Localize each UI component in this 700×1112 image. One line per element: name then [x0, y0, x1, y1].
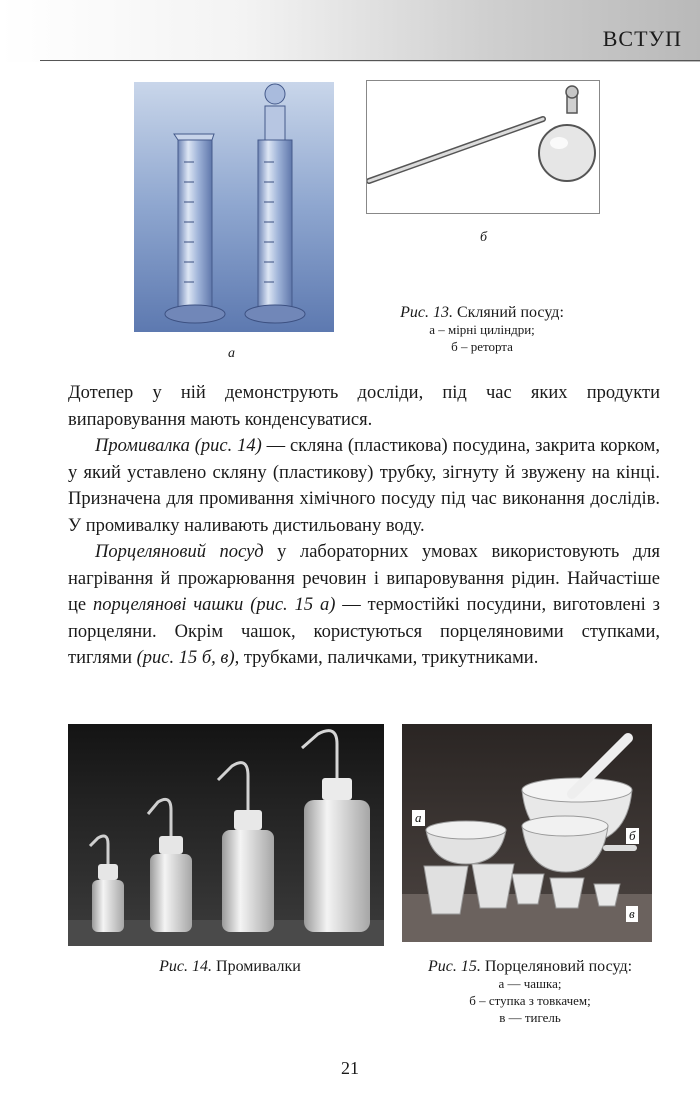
term-porcelain-ware: Порцеляновий посуд — [95, 542, 264, 562]
figure13-letter-b: б — [480, 230, 488, 245]
figure13-caption-item: а – мірні циліндри; — [429, 322, 535, 337]
figure15-caption-item: а — чашка; — [498, 976, 562, 991]
figure15-caption-item: б – ступка з товкачем; — [469, 993, 591, 1008]
term-fig15-ref: (рис. 15 б, в) — [136, 648, 235, 668]
paragraph-2 — [68, 433, 660, 539]
figure14-caption-title: Промивалки — [216, 958, 301, 975]
figure13-caption-prefix: Рис. 13. — [400, 304, 453, 321]
figure15-label-b: б — [626, 828, 639, 844]
figure13-caption-item: б – реторта — [451, 339, 513, 354]
figure15-label-a: а — [412, 810, 425, 826]
figure13-caption — [352, 304, 612, 355]
washing-bottles-photo — [68, 724, 384, 946]
term-washing-bottle: Промивалка (рис. 14) — [95, 436, 262, 456]
paragraph-3-text-a: у лабораторних умовах використовують для нагрівання й прожарювання речовин і випаровування рідин. Найчастіше це — [68, 542, 661, 615]
term-porcelain-cups: порцелянові чашки (рис. 15 а) — [93, 595, 336, 615]
page-number: 21 — [341, 1058, 359, 1078]
section-title: ВСТУП — [602, 26, 682, 51]
paragraph-3-text-c: , трубками, паличками, трикутниками. — [234, 648, 539, 668]
figure15-caption — [394, 958, 666, 1026]
figure13-letter-a: а — [228, 346, 235, 361]
retort-photo — [366, 80, 600, 214]
header-divider — [40, 60, 700, 61]
figure14-caption — [110, 958, 350, 975]
figure15-caption-prefix: Рис. 15. — [427, 958, 481, 975]
porcelain-ware-photo — [402, 724, 652, 942]
paragraph-2-text: — скляна (пластикова) посудина, закрита корком, у який уставлено скляну (пластикову) трубку, зігнуту й звужену на кінці. Призначена для промивання хімічного посуду під час виконання дослідів. У промивалку наливають дистильовану воду. — [68, 436, 660, 536]
paragraph-3-text-b: — термостійкі посудини, виготовлені з порцеляни. Окрім чашок, користуються порцеляновими ступками, тиглями — [68, 595, 660, 668]
figure13-caption-title: Скляний посуд: — [456, 304, 564, 321]
body-text — [68, 380, 660, 672]
figure15-label-c: в — [626, 906, 638, 922]
figure14-caption-prefix: Рис. 14. — [159, 958, 213, 975]
figure15-caption-title: Порцеляновий посуд: — [484, 958, 633, 975]
header-band — [0, 0, 700, 62]
paragraph-3 — [68, 539, 660, 672]
measuring-cylinders-photo — [134, 82, 334, 332]
figure15-caption-item: в — тигель — [499, 1010, 561, 1025]
paragraph-1: Дотепер у ній демонструють досліди, під час яких продукти випаровування мають конденсуватися. — [68, 383, 660, 430]
